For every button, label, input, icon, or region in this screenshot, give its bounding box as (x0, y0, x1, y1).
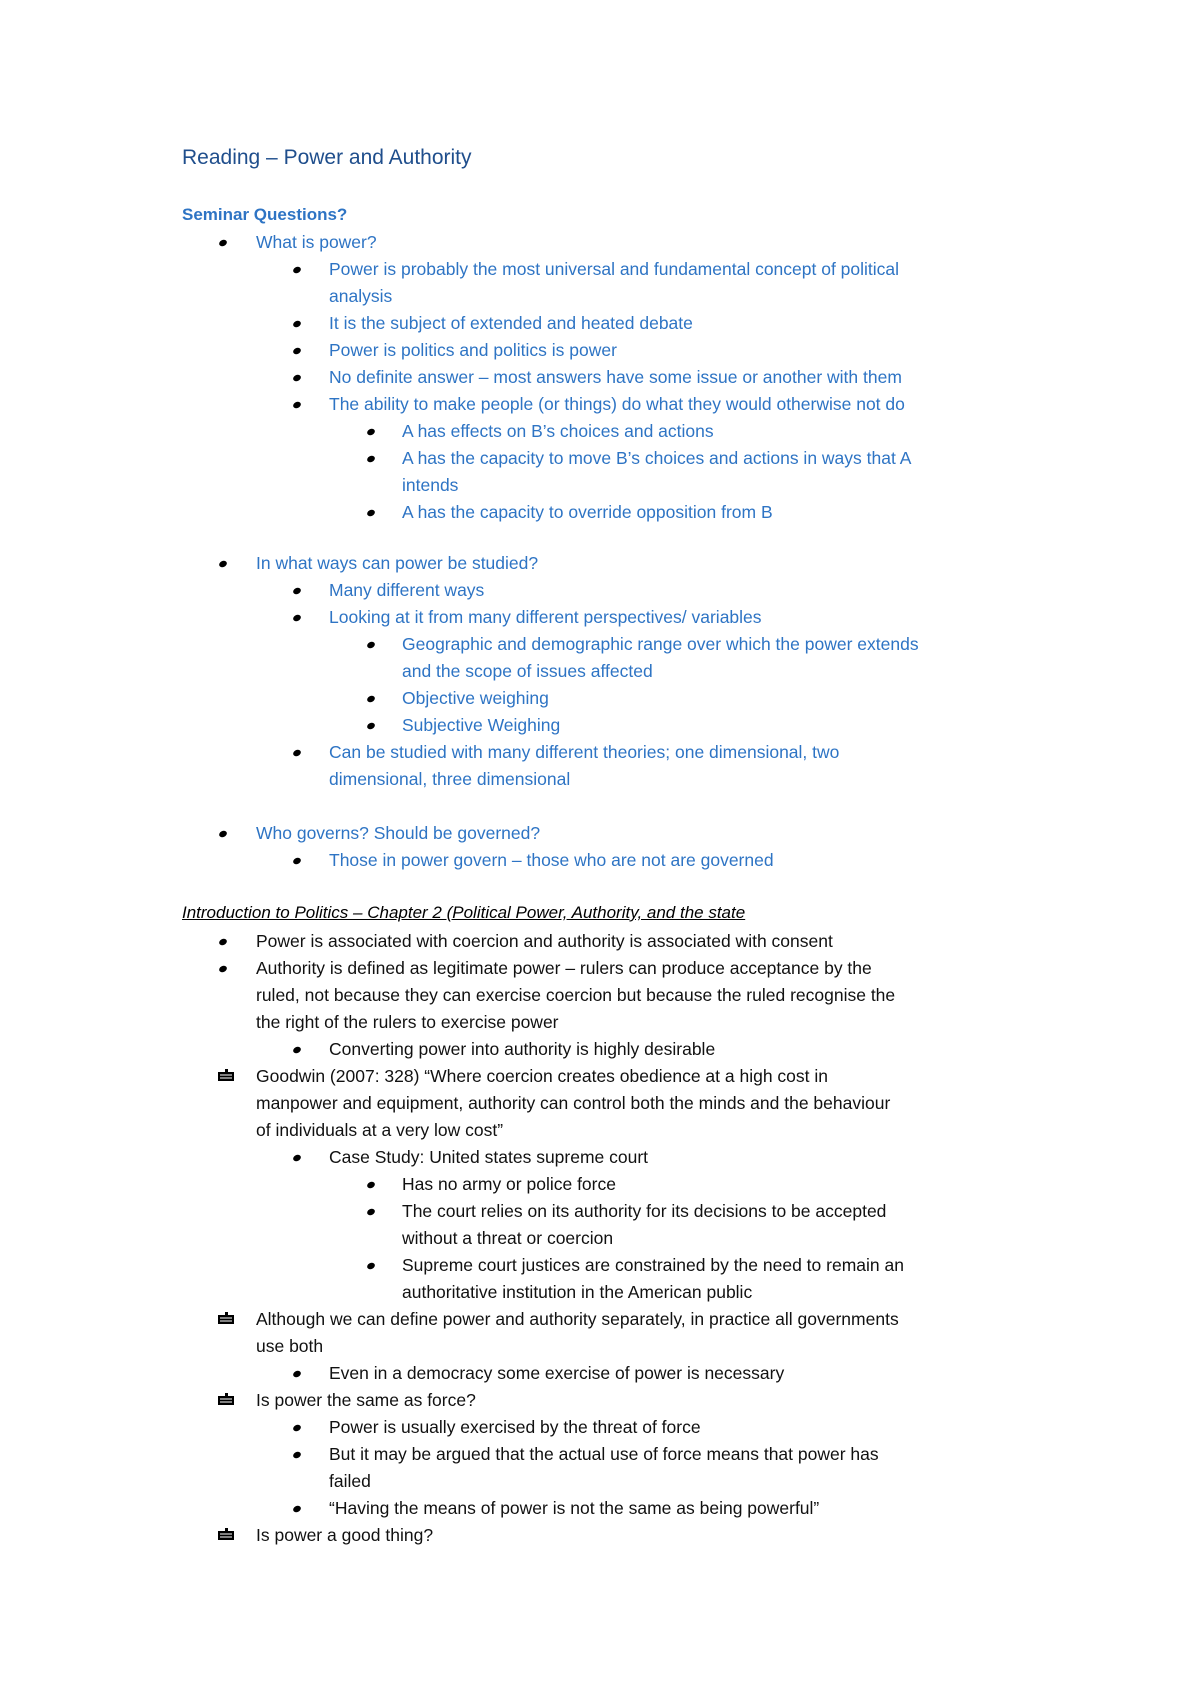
bullet-icon (366, 1181, 376, 1190)
list-item: Many different ways (329, 580, 485, 600)
list-item-continuation: failed (329, 1471, 371, 1491)
list-item-continuation: ruled, not because they can exercise coercion but because the ruled recognise the (256, 985, 896, 1005)
list-item: Is power the same as force? (256, 1390, 476, 1410)
bullet-icon (292, 347, 302, 356)
chapter-heading: Introduction to Politics – Chapter 2 (Political Power, Authority, and the state (182, 903, 746, 922)
list-item-continuation: and the scope of issues affected (402, 661, 653, 681)
bullet-icon (292, 1154, 302, 1163)
bullet-icon (366, 695, 376, 704)
list-item: Who governs? Should be governed? (256, 823, 541, 843)
list-item: Power is politics and politics is power (329, 340, 617, 360)
pointing-hand-icon (217, 1311, 235, 1325)
bullet-icon (366, 1262, 376, 1271)
list-item: But it may be argued that the actual use of force means that power has (329, 1444, 879, 1464)
bullet-icon (366, 1208, 376, 1217)
list-item-continuation: the right of the rulers to exercise power (256, 1012, 559, 1032)
seminar-heading: Seminar Questions? (182, 205, 348, 224)
bullet-icon (292, 1505, 302, 1514)
pointing-hand-icon (217, 1527, 235, 1541)
list-item: Converting power into authority is highly desirable (329, 1039, 716, 1059)
list-item: A has effects on B’s choices and actions (402, 421, 714, 441)
bullet-icon (366, 641, 376, 650)
bullet-icon (366, 722, 376, 731)
bullet-icon (292, 587, 302, 596)
list-item-continuation: dimensional, three dimensional (329, 769, 571, 789)
list-item-continuation: manpower and equipment, authority can control both the minds and the behaviour (256, 1093, 891, 1113)
list-item-continuation: authoritative institution in the American public (402, 1282, 753, 1302)
list-item-continuation: analysis (329, 286, 393, 306)
bullet-icon (292, 857, 302, 866)
list-item: A has the capacity to override opposition from B (402, 502, 773, 522)
bullet-icon (292, 1424, 302, 1433)
list-item: Geographic and demographic range over which the power extends (402, 634, 919, 654)
bullet-icon (292, 1370, 302, 1379)
bullet-icon (292, 1451, 302, 1460)
bullet-icon (366, 428, 376, 437)
list-item-continuation: without a threat or coercion (402, 1228, 614, 1248)
bullet-icon (292, 749, 302, 758)
page-title: Reading – Power and Authority (182, 146, 472, 169)
list-item: What is power? (256, 232, 377, 252)
pointing-hand-icon (217, 1392, 235, 1406)
list-item-continuation: use both (256, 1336, 324, 1356)
bullet-icon (292, 320, 302, 329)
bullet-icon (366, 455, 376, 464)
bullet-icon (218, 938, 228, 947)
list-item: Can be studied with many different theories; one dimensional, two (329, 742, 840, 762)
bullet-icon (292, 614, 302, 623)
list-item: Looking at it from many different perspectives/ variables (329, 607, 762, 627)
list-item: Subjective Weighing (402, 715, 561, 735)
list-item: Power is probably the most universal and fundamental concept of political (329, 259, 900, 279)
list-item: Goodwin (2007: 328) “Where coercion creates obedience at a high cost in (256, 1066, 828, 1086)
list-item: Is power a good thing? (256, 1525, 434, 1545)
list-item: Has no army or police force (402, 1174, 616, 1194)
bullet-icon (292, 374, 302, 383)
bullet-icon (366, 509, 376, 518)
list-item: Those in power govern – those who are not are governed (329, 850, 774, 870)
list-item: Objective weighing (402, 688, 549, 708)
bullet-icon (218, 560, 228, 569)
list-item: Supreme court justices are constrained by the need to remain an (402, 1255, 904, 1275)
bullet-icon (218, 965, 228, 974)
list-item: Power is usually exercised by the threat of force (329, 1417, 701, 1437)
list-item-continuation: intends (402, 475, 459, 495)
list-item: It is the subject of extended and heated debate (329, 313, 693, 333)
pointing-hand-icon (217, 1068, 235, 1082)
list-item: “Having the means of power is not the same as being powerful” (329, 1498, 820, 1518)
list-item: No definite answer – most answers have some issue or another with them (329, 367, 902, 387)
list-item: The ability to make people (or things) do what they would otherwise not do (329, 394, 905, 414)
bullet-icon (292, 266, 302, 275)
list-item: The court relies on its authority for its decisions to be accepted (402, 1201, 887, 1221)
list-item: In what ways can power be studied? (256, 553, 539, 573)
bullet-icon (218, 239, 228, 248)
list-item: A has the capacity to move B’s choices and actions in ways that A (402, 448, 912, 468)
list-item: Power is associated with coercion and authority is associated with consent (256, 931, 833, 951)
list-item-continuation: of individuals at a very low cost” (256, 1120, 504, 1140)
bullet-icon (292, 401, 302, 410)
bullet-icon (292, 1046, 302, 1055)
list-item: Authority is defined as legitimate power – rulers can produce acceptance by the (256, 958, 872, 978)
list-item: Case Study: United states supreme court (329, 1147, 649, 1167)
list-item: Even in a democracy some exercise of power is necessary (329, 1363, 785, 1383)
list-item: Although we can define power and authority separately, in practice all governments (256, 1309, 899, 1329)
bullet-icon (218, 830, 228, 839)
